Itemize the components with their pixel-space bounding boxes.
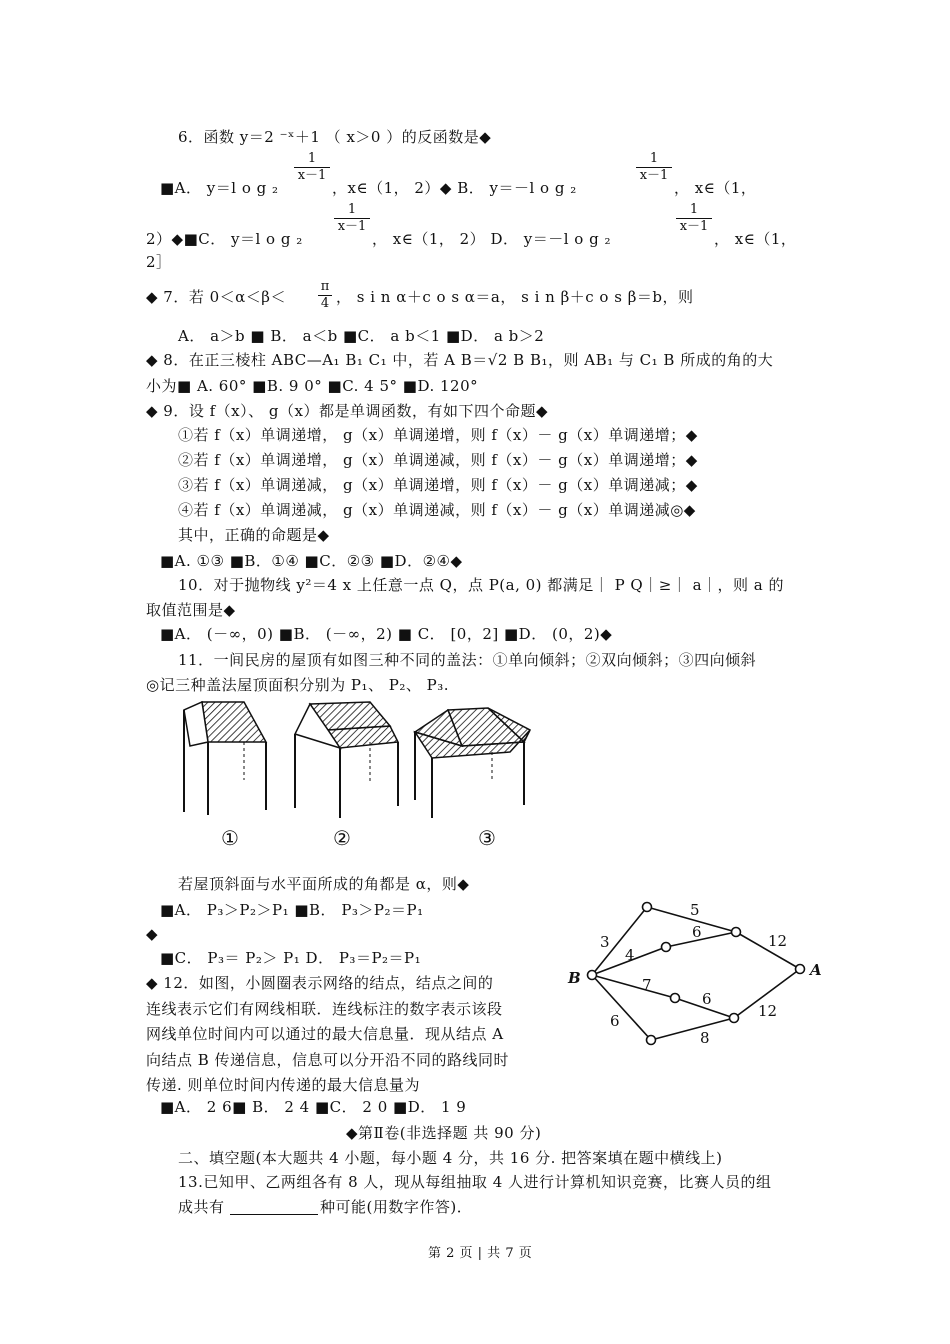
q9-proposition-2: ②若 f（x）单调递增， g（x）单调递减，则 f（x）－ g（x）单调递增；◆ xyxy=(178,451,698,469)
q9-proposition-1: ①若 f（x）单调递增， g（x）单调递增，则 f（x）－ g（x）单调递增；◆ xyxy=(178,426,698,444)
q12-line5: 传递. 则单位时间内传递的最大信息量为 xyxy=(146,1076,421,1094)
edge-label: 3 xyxy=(600,933,610,951)
edge-label: 6 xyxy=(610,1012,620,1030)
edge-label: 6 xyxy=(702,990,712,1008)
roof-figures xyxy=(170,690,550,820)
q12-line1: ◆ 12．如图，小圆圈表示网络的结点，结点之间的 xyxy=(146,974,494,992)
network-node xyxy=(588,971,597,980)
q11-line1: 11．一间民房的屋顶有如图三种不同的盖法：①单向倾斜；②双向倾斜；③四向倾斜 xyxy=(178,651,757,669)
fraction-denominator: 4 xyxy=(320,296,330,311)
q7-pi-fraction xyxy=(318,280,332,311)
fill-in-section-title: 二、填空题(本大题共 4 小题，每小题 4 分，共 16 分. 把答案填在题中横线上) xyxy=(178,1149,723,1167)
q9-stem: ◆ 9．设 f（x）、 g（x）都是单调函数，有如下四个命题◆ xyxy=(146,402,548,420)
q8-options: 小为■ A. 60° ■B. 9 0° ■C. 4 5° ■D. 120° xyxy=(146,377,479,395)
fraction-numerator: 1 xyxy=(307,151,317,166)
edge-label: 5 xyxy=(690,901,700,919)
q6-option-d-range: ， x∈（1， xyxy=(714,230,797,248)
node-b-label: B xyxy=(568,969,581,987)
fraction-denominator: x－1 xyxy=(679,219,709,234)
q6-fraction-b xyxy=(636,152,672,183)
q13-line2-end: 种可能(用数字作答)． xyxy=(320,1198,473,1216)
roof-label-1: ① xyxy=(221,826,239,850)
roof-figure-2 xyxy=(295,702,398,818)
q9-options: ■A. ①③ ■B．①④ ■C．②③ ■D．②④◆ xyxy=(160,552,463,570)
q8-line1: ◆ 8．在正三棱柱 ABC—A₁ B₁ C₁ 中，若 A B＝√2 B B₁，则 AB₁ 与 C₁ B 所成的角的大 xyxy=(146,351,774,369)
edge-label: 12 xyxy=(758,1002,778,1020)
q10-line2: 取值范围是◆ xyxy=(146,601,236,619)
network-node xyxy=(730,1014,739,1023)
edge-label: 7 xyxy=(642,976,652,994)
q11-diamond: ◆ xyxy=(146,925,159,943)
q6-fraction-a xyxy=(294,152,330,183)
q9-question: 其中，正确的命题是◆ xyxy=(178,526,330,544)
part2-title: ◆第Ⅱ卷(非选择题 共 90 分) xyxy=(346,1124,542,1142)
edge-label: 4 xyxy=(625,946,635,964)
q6-option-c: 2）◆■C． y＝l o g ₂ xyxy=(146,230,303,248)
edge-label: 6 xyxy=(692,923,702,941)
q13-line2-start: 成共有 xyxy=(178,1198,225,1216)
q10-line1: 10．对于抛物线 y²＝4 x 上任意一点 Q，点 P(a, 0) 都满足｜ P Q｜≥｜ a｜，则 a 的 xyxy=(178,576,784,594)
node-a-label: A xyxy=(810,961,822,979)
q6-stem: 6．函数 y＝2 ⁻ˣ＋1 （ x＞0 ）的反函数是◆ xyxy=(178,128,492,146)
roof-label-3: ③ xyxy=(478,826,496,850)
edge-label: 12 xyxy=(768,932,788,950)
network-node xyxy=(647,1036,656,1045)
q13-answer-blank[interactable] xyxy=(230,1214,318,1215)
fraction-numerator: 1 xyxy=(347,202,357,217)
q6-option-d: ， x∈（1， 2） D． y＝－l o g ₂ xyxy=(372,230,611,248)
q11-line2: ◎记三种盖法屋顶面积分别为 P₁、 P₂、 P₃. xyxy=(146,676,449,694)
network-node xyxy=(796,965,805,974)
roof-label-2: ② xyxy=(333,826,351,850)
q12-line4: 向结点 B 传递信息，信息可以分开沿不同的路线同时 xyxy=(146,1051,510,1069)
network-node xyxy=(732,928,741,937)
fraction-numerator: 1 xyxy=(689,202,699,217)
network-node xyxy=(662,943,671,952)
q6-option-b-range: ， x∈（1， xyxy=(674,179,757,197)
q7-stem-tail: ， s i n α＋c o s α＝a， s i n β＋c o s β＝b，则 xyxy=(336,288,694,306)
fraction-denominator: x－1 xyxy=(297,168,327,183)
fraction-numerator: π xyxy=(320,279,330,294)
q12-options: ■A． 2 6■ B． 2 4 ■C． 2 0 ■D． 1 9 xyxy=(160,1098,467,1116)
q6-fraction-c xyxy=(334,203,370,234)
edge-label: 8 xyxy=(700,1029,710,1047)
q6-option-a-range: ，x∈（1， 2）◆ B． y＝－l o g ₂ xyxy=(332,179,577,197)
q13-line1: 13.已知甲、乙两组各有 8 人，现从每组抽取 4 人进行计算机知识竞赛，比赛人员的组 xyxy=(178,1173,772,1191)
q7-stem: ◆ 7．若 0＜α＜β＜ xyxy=(146,288,286,306)
q12-line2: 连线表示它们有网线相联．连线标注的数字表示该段 xyxy=(146,1000,503,1018)
network-node xyxy=(671,994,680,1003)
network-graph xyxy=(560,895,820,1055)
page-footer: 第 2 页 | 共 7 页 xyxy=(428,1246,533,1261)
q6-fraction-d xyxy=(676,203,712,234)
q11-condition: 若屋顶斜面与水平面所成的角都是 α，则◆ xyxy=(178,875,470,893)
q11-options-ab: ■A． P₃＞P₂＞P₁ ■B． P₃＞P₂＝P₁ xyxy=(160,901,424,919)
roof-figure-1 xyxy=(184,702,266,815)
q6-option-d-end: 2］ xyxy=(146,253,172,271)
q9-proposition-4: ④若 f（x）单调递减， g（x）单调递减，则 f（x）－ g（x）单调递减◎◆ xyxy=(178,501,696,519)
q12-line3: 网线单位时间内可以通过的最大信息量．现从结点 A xyxy=(146,1025,504,1043)
fraction-numerator: 1 xyxy=(649,151,659,166)
q11-options-cd: ■C． P₃＝ P₂＞ P₁ D． P₃＝P₂＝P₁ xyxy=(160,949,422,967)
roof-figure-3 xyxy=(415,708,530,818)
network-node xyxy=(643,903,652,912)
q7-options: A． a＞b ■ B． a＜b ■C． a b＜1 ■D． a b＞2 xyxy=(178,327,545,345)
q6-option-a: ■A． y＝l o g ₂ xyxy=(160,179,279,197)
q10-options: ■A． (－∞，0) ■B． (－∞，2) ■ C． [0，2] ■D． (0，2)◆ xyxy=(160,625,613,643)
q9-proposition-3: ③若 f（x）单调递减， g（x）单调递增，则 f（x）－ g（x）单调递减；◆ xyxy=(178,476,698,494)
fraction-denominator: x－1 xyxy=(337,219,367,234)
fraction-denominator: x－1 xyxy=(639,168,669,183)
